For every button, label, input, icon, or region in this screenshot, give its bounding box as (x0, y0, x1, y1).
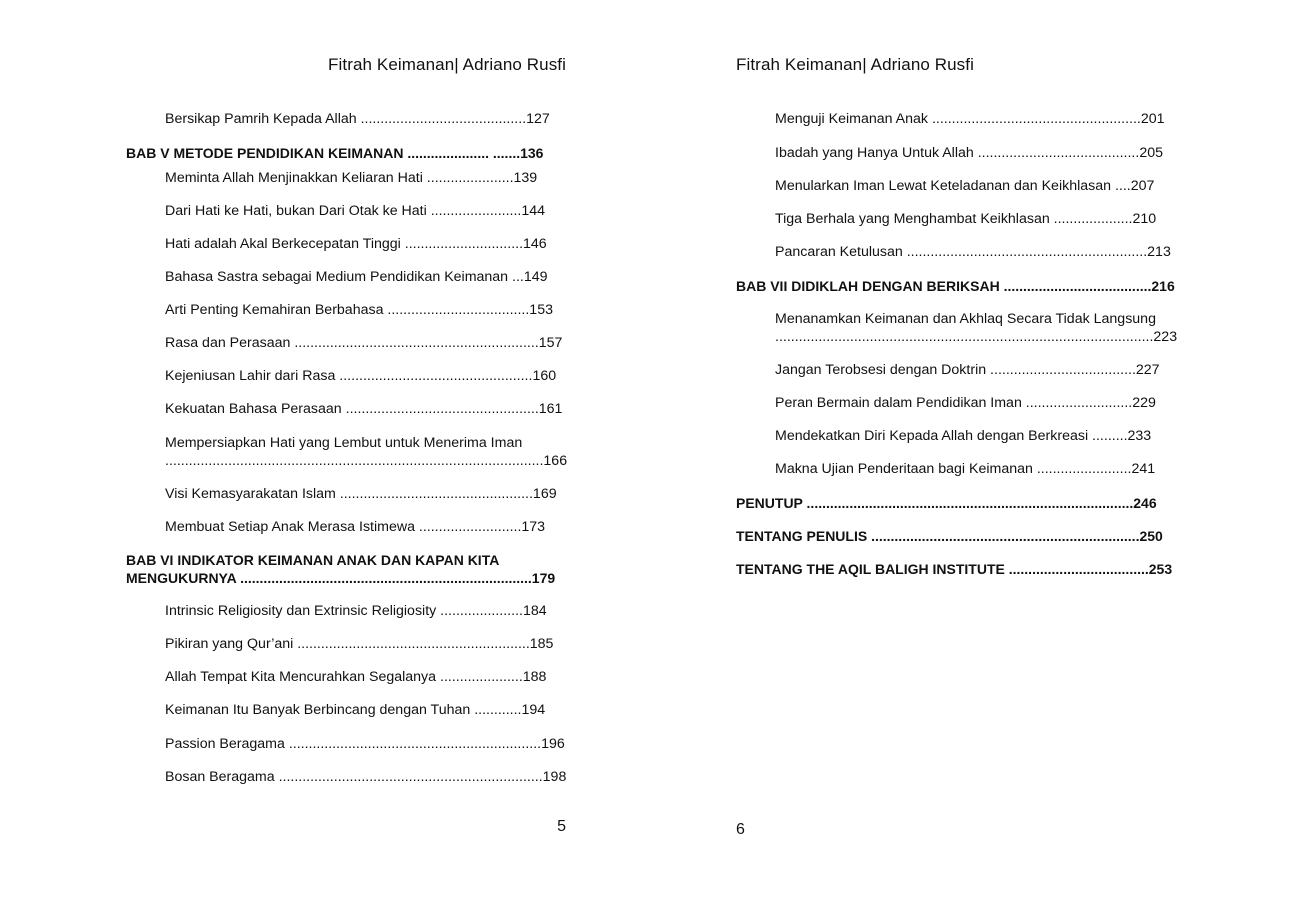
toc-entry: Menularkan Iman Lewat Keteladanan dan Keikhlasan ....207 (775, 178, 1155, 194)
toc-entry: Tiga Berhala yang Menghambat Keikhlasan ....................210 (775, 211, 1157, 227)
toc-entry: Peran Bermain dalam Pendidikan Iman ...........................229 (775, 395, 1156, 411)
running-header: Fitrah Keimanan| Adriano Rusfi (736, 55, 974, 74)
toc-entry: Passion Beragama ................................................................196 (165, 736, 565, 752)
toc-entry-continuation: ................................................................................................223 (775, 329, 1178, 345)
toc-entry: Rasa dan Perasaan ..............................................................157 (165, 335, 563, 351)
toc-entry: Kejeniusan Lahir dari Rasa .................................................160 (165, 368, 557, 384)
toc-entry: Pancaran Ketulusan .............................................................213 (775, 244, 1171, 260)
page-number: 6 (736, 821, 745, 838)
toc-entry: Mempersiapkan Hati yang Lembut untuk Menerima Iman (165, 435, 523, 451)
toc-entry: Ibadah yang Hanya Untuk Allah .........................................205 (775, 145, 1163, 161)
right-page (650, 0, 1300, 913)
toc-chapter-heading: TENTANG PENULIS .....................................................................250 (736, 528, 1163, 544)
toc-entry: Mendekatkan Diri Kepada Allah dengan Berkreasi .........233 (775, 428, 1152, 444)
toc-entry: Keimanan Itu Banyak Berbincang dengan Tuhan ............194 (165, 702, 546, 718)
toc-chapter-heading-continuation: MENGUKURNYA ...........................................................................179 (126, 570, 556, 586)
toc-entry: Intrinsic Religiosity dan Extrinsic Religiosity .....................184 (165, 603, 547, 619)
toc-chapter-heading: BAB VI INDIKATOR KEIMANAN ANAK DAN KAPAN KITA (126, 552, 500, 568)
toc-entry: Allah Tempat Kita Mencurahkan Segalanya .....................188 (165, 669, 547, 685)
toc-entry: Dari Hati ke Hati, bukan Dari Otak ke Hati .......................144 (165, 203, 546, 219)
toc-chapter-heading: TENTANG THE AQIL BALIGH INSTITUTE ....................................253 (736, 561, 1173, 577)
page-number: 5 (557, 818, 566, 835)
toc-entry: Hati adalah Akal Berkecepatan Tinggi ..............................146 (165, 236, 547, 252)
toc-chapter-heading: BAB VII DIDIKLAH DENGAN BERIKSAH ......................................216 (736, 278, 1175, 294)
toc-entry: Arti Penting Kemahiran Berbahasa ....................................153 (165, 302, 553, 318)
toc-entry: Bersikap Pamrih Kepada Allah ..........................................127 (165, 111, 550, 127)
toc-entry: Visi Kemasyarakatan Islam .................................................169 (165, 486, 557, 502)
toc-entry: Jangan Terobsesi dengan Doktrin .....................................227 (775, 362, 1160, 378)
toc-chapter-heading: PENUTUP ....................................................................................246 (736, 495, 1157, 511)
toc-entry: Bahasa Sastra sebagai Medium Pendidikan Keimanan ...149 (165, 269, 548, 285)
toc-chapter-heading: BAB V METODE PENDIDIKAN KEIMANAN ..................... .......136 (126, 145, 544, 161)
toc-entry: Kekuatan Bahasa Perasaan .................................................161 (165, 401, 563, 417)
toc-entry: Pikiran yang Qur’ani ...........................................................185 (165, 636, 554, 652)
running-header: Fitrah Keimanan| Adriano Rusfi (328, 55, 566, 74)
toc-entry: Makna Ujian Penderitaan bagi Keimanan ........................241 (775, 461, 1156, 477)
toc-entry: Menanamkan Keimanan dan Akhlaq Secara Tidak Langsung (775, 311, 1156, 327)
toc-entry-continuation: ................................................................................................166 (165, 453, 568, 469)
toc-entry: Menguji Keimanan Anak .....................................................201 (775, 111, 1165, 127)
toc-entry: Membuat Setiap Anak Merasa Istimewa ..........................173 (165, 519, 546, 535)
toc-entry: Meminta Allah Menjinakkan Keliaran Hati ......................139 (165, 170, 538, 186)
toc-entry: Bosan Beragama ...................................................................198 (165, 769, 567, 785)
